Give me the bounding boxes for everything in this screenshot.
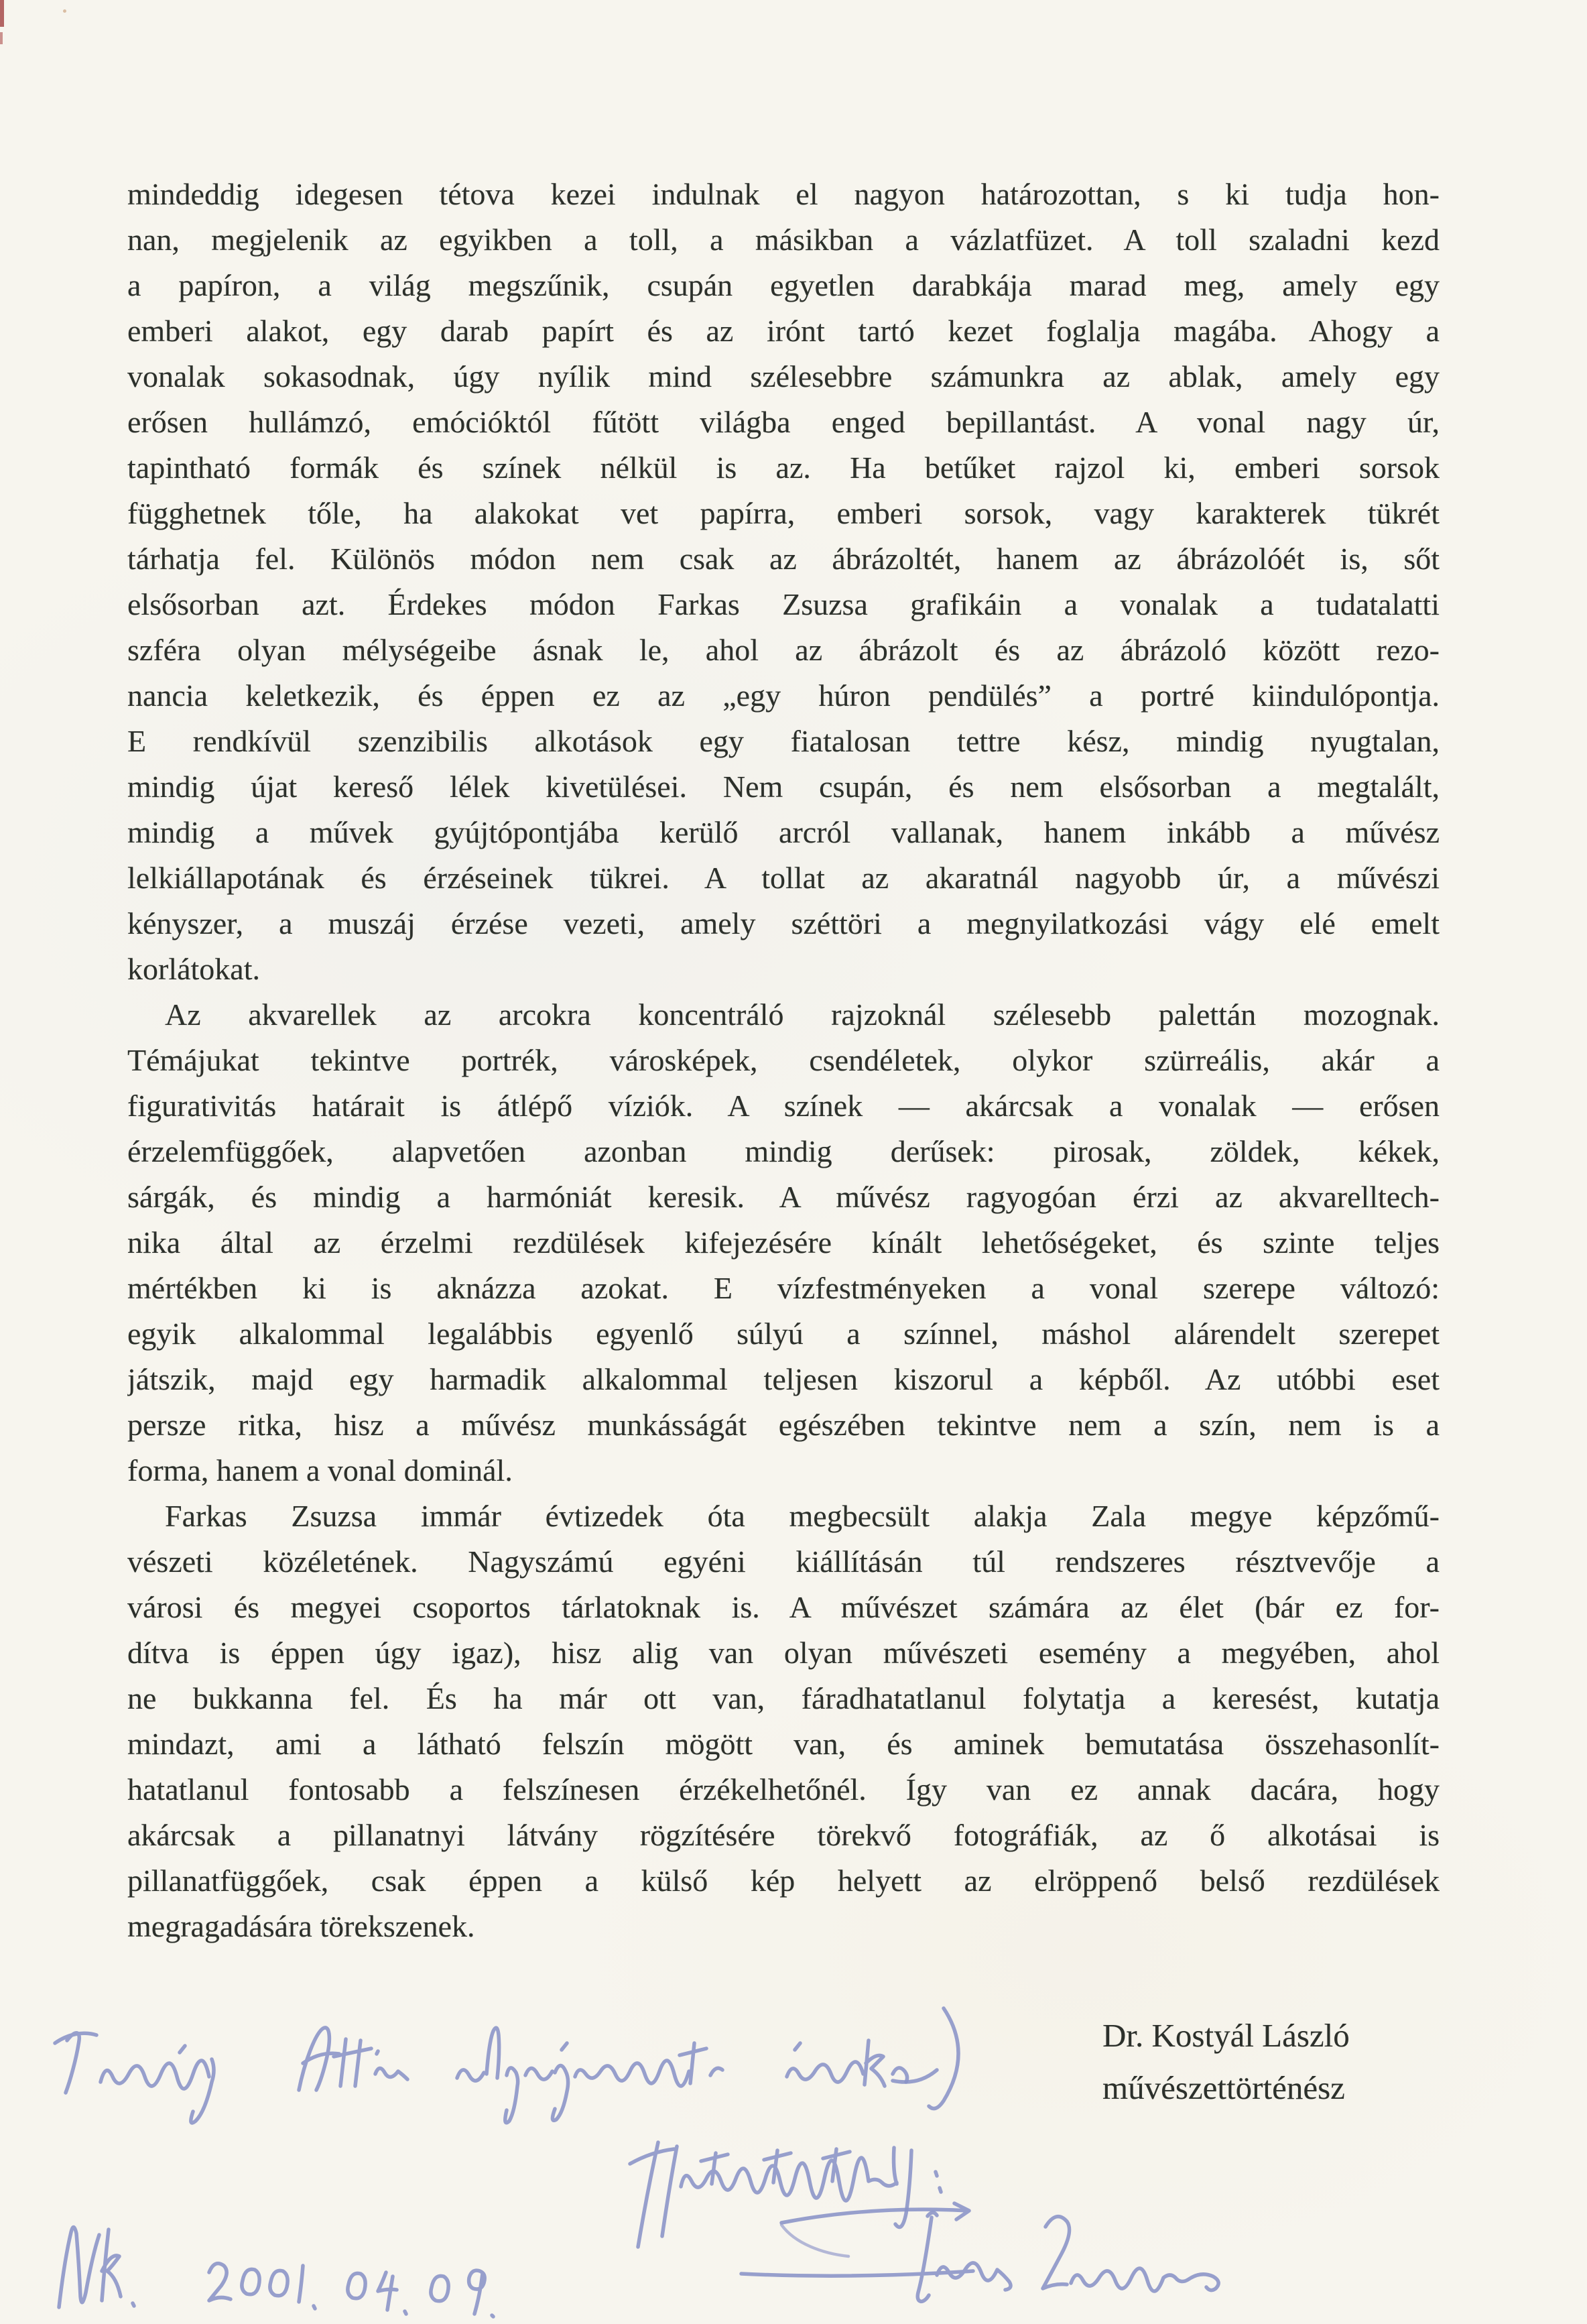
handwriting-stroke [457, 2028, 722, 2123]
text-line: játszik, majd egy harmadik alkalommal teljesen kiszorul a képből. Az utóbbi eset [127, 1362, 1440, 1396]
text-line: Témájukat tekintve portrék, városképek, csendéletek, olykor szürreális, akár a [127, 1043, 1440, 1077]
text-line: kényszer, a muszáj érzése vezeti, amely széttöri a megnyilatkozási vágy elé emelt [127, 906, 1440, 940]
text-line: Az akvarellek az arcokra koncentráló rajzoknál szélesebb palettán mozognak. [165, 997, 1440, 1032]
text-line: erősen hullámzó, emócióktól fűtött világba enged bepillantást. A vonal nagy úr, [127, 405, 1440, 439]
text-line: sárgák, és mindig a harmóniát keresik. A művész ragyogóan érzi az akvarelltech- [127, 1180, 1440, 1214]
handwriting-stroke [787, 2040, 907, 2086]
handwriting-stroke [55, 2033, 214, 2123]
text-line: korlátokat. [127, 952, 260, 986]
text-line: forma, hanem a vonal dominál. [127, 1453, 513, 1487]
text-line: a papíron, a világ megszűnik, csupán egyetlen darabkája marad meg, amely egy [127, 268, 1440, 302]
text-line: vonalak sokasodnak, úgy nyílik mind szélesebbre számunkra az ablak, amely egy [127, 359, 1440, 393]
text-line: mértékben ki is aknázza azokat. E vízfestményeken a vonal szerepe változó: [127, 1271, 1440, 1305]
text-line: hatatlanul fontosabb a felszínesen érzékelhetőnél. Így van ez annak dacára, hogy [127, 1772, 1440, 1807]
handwriting-stroke [781, 2225, 848, 2256]
text-line: pillanatfüggőek, csak éppen a külső kép helyett az elröppenő belső rezdülések [127, 1863, 1440, 1898]
handwriting-stroke [59, 2227, 493, 2317]
text-line: Farkas Zsuzsa immár évtizedek óta megbecsült alakja Zala megye képzőmű- [165, 1499, 1440, 1533]
text-line: ne bukkanna fel. És ha már ott van, fáradhatatlanul folytatja a keresést, kutatja [127, 1681, 1440, 1715]
handwriting-stroke [781, 2203, 969, 2223]
text-line: mindig a művek gyújtópontjába kerülő arcról vallanak, hanem inkább a művész [127, 815, 1440, 849]
text-line: mindig újat kereső lélek kivetülései. Nem csupán, és nem elsősorban a megtalált, [127, 770, 1440, 804]
text-line: mindazt, ami a látható felszín mögött van, és aminek bemutatása összehasonlít- [127, 1727, 1440, 1761]
text-line: akárcsak a pillanatnyi látvány rögzítésére törekvő fotográfiák, az ő alkotásai is [127, 1818, 1440, 1852]
text-line: megragadására törekszenek. [127, 1909, 475, 1943]
text-line: függhetnek tőle, ha alakokat vet papírra, emberi sorsok, vagy karakterek tükrét [127, 496, 1440, 530]
text-line: dítva is éppen úgy igaz), hisz alig van olyan művészeti esemény a megyében, ahol [127, 1636, 1440, 1670]
text-line: E rendkívül szenzibilis alkotások egy fiatalosan tettre kész, mindig nyugtalan, [127, 724, 1440, 758]
text-line: vészeti közéletének. Nagyszámú egyéni kiállításán túl rendszeres résztvevője a [127, 1544, 1440, 1579]
text-line: emberi alakot, egy darab papírt és az irónt tartó kezet foglalja magába. Ahogy a [127, 314, 1440, 348]
handwriting-stroke [299, 2028, 407, 2090]
text-line: érzelemfüggőek, alapvetően azonban mindig derűsek: pirosak, zöldek, kékek, [127, 1134, 1440, 1168]
text-line: tapintható formák és színek nélkül is az. Ha betűket rajzol ki, emberi sorsok [127, 450, 1440, 485]
text-line: városi és megyei csoportos tárlatoknak is. A művészet számára az élet (bár ez for- [127, 1590, 1440, 1624]
text-line: lelkiállapotának és érzéseinek tükrei. A tollat az akaratnál nagyobb úr, a művészi [127, 861, 1440, 895]
author-title: művészettörténész [1102, 2069, 1345, 2106]
text-line: elsősorban azt. Érdekes módon Farkas Zsuzsa grafikáin a vonalak a tudatalatti [127, 587, 1440, 621]
text-line: mindeddig idegesen tétova kezei indulnak el nagyon határozottan, s ki tudja hon- [127, 177, 1440, 211]
text-line: tárhatja fel. Különös módon nem csak az ábrázoltét, hanem az ábrázolóét is, sőt [127, 542, 1440, 576]
date-note-handwriting [59, 2227, 493, 2317]
text-line: nancia keletkezik, és éppen ez az „egy húron pendülés” a portré kiindulópontja. [127, 678, 1440, 713]
text-line: szféra olyan mélységeibe ásnak le, ahol az ábrázolt és az ábrázoló között rezo- [127, 633, 1440, 667]
text-line: persze ritka, hisz a művész munkásságát egészében tekintve nem a szín, nem is a [127, 1408, 1440, 1442]
text-line: nika által az érzelmi rezdülések kifejezésére kínált lehetőségeket, és szinte teljes [127, 1225, 1440, 1260]
author-name: Dr. Kostyál László [1102, 2017, 1350, 2054]
text-line: egyik alkalommal legalábbis egyenlő súlyú a színnel, máshol alárendelt szerepet [127, 1317, 1440, 1351]
handwriting-stroke [893, 2008, 958, 2109]
text-line: nan, megjelenik az egyikben a toll, a másikban a vázlatfüzet. A toll szaladni kezd [127, 223, 1440, 257]
dedication-handwriting [55, 2008, 958, 2123]
text-line: figurativitás határait is átlépő víziók. A színek — akárcsak a vonalak — erősen [127, 1089, 1440, 1123]
signature-handwriting [741, 2203, 1218, 2301]
handwriting-stroke [1043, 2217, 1218, 2291]
